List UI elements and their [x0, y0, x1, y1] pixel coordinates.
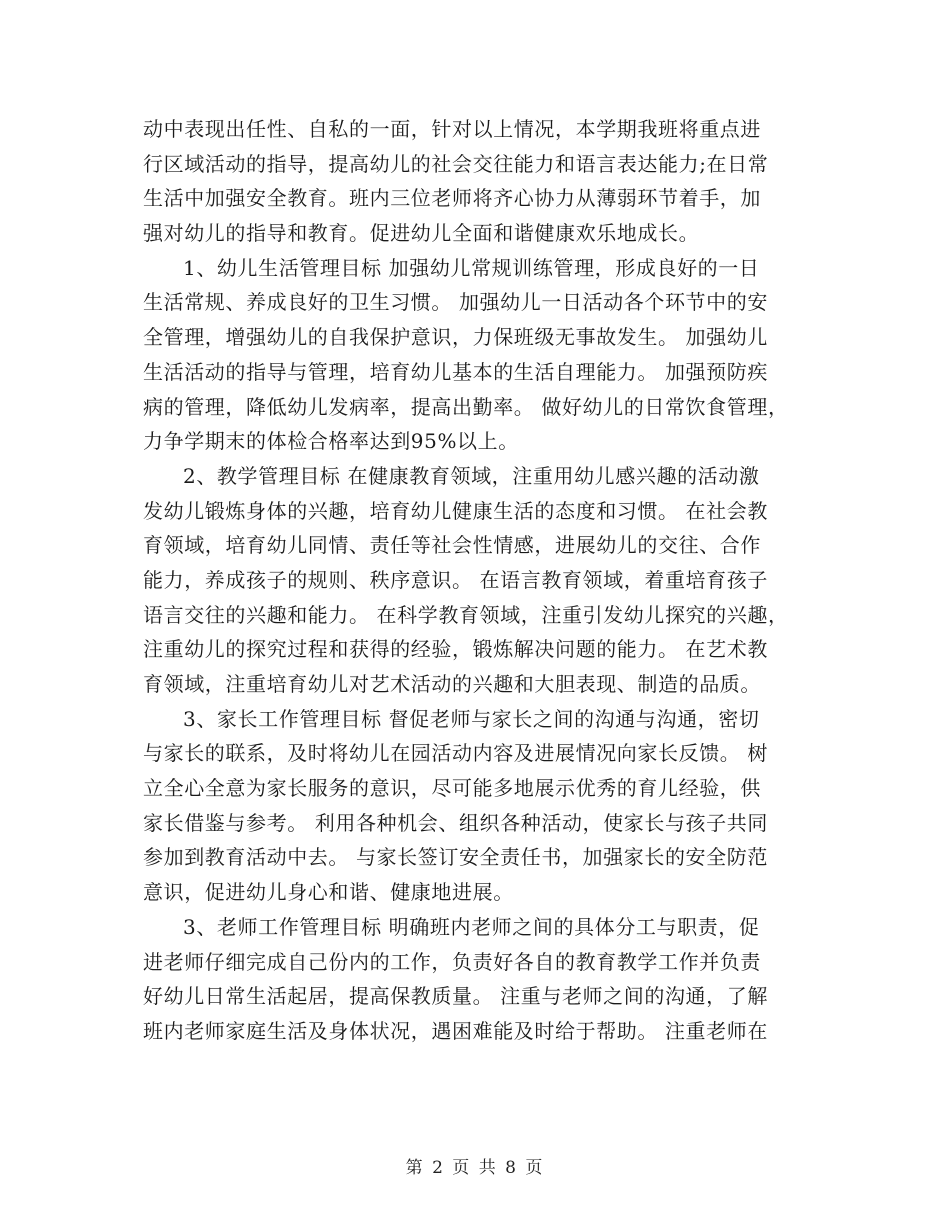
- text-line: 生活常规、养成良好的卫生习惯。 加强幼儿一日活动各个环节中的安: [143, 290, 768, 315]
- text-line: 病的管理，降低幼儿发病率，提高出勤率。 做好幼儿的日常饮食管理，: [143, 394, 789, 419]
- text-line: 全管理，增强幼儿的自我保护意识，力保班级无事故发生。 加强幼儿: [143, 325, 768, 350]
- text-line: 班内老师家庭生活及身体状况，遇困难能及时给于帮助。 注重老师在: [143, 1018, 768, 1043]
- text-line: 注重幼儿的探究过程和获得的经验，锻炼解决问题的能力。 在艺术教: [143, 637, 768, 662]
- text-line: 育领域，注重培育幼儿对艺术活动的兴趣和大胆表现、制造的品质。: [143, 672, 761, 696]
- text-line: 动中表现出任性、自私的一面，针对以上情况，本学期我班将重点进: [143, 117, 761, 141]
- text-line: 进老师仔细完成自己份内的工作，负责好各自的教育教学工作并负责: [143, 949, 761, 974]
- text-line: 参加到教育活动中去。 与家长签订安全责任书，加强家长的安全防范: [143, 845, 768, 870]
- text-line: 能力，养成孩子的规则、秩序意识。 在语言教育领域，着重培育孩子: [143, 567, 768, 592]
- section-heading-line: 3、家长工作管理目标 督促老师与家长之间的沟通与沟通，密切: [183, 706, 760, 731]
- section-heading-line: 2、教学管理目标 在健康教育领域，注重用幼儿感兴趣的活动激: [183, 463, 760, 488]
- text-line: 发幼儿锻炼身体的兴趣，培育幼儿健康生活的态度和习惯。 在社会教: [143, 498, 768, 523]
- text-line: 生活中加强安全教育。班内三位老师将齐心协力从薄弱环节着手，加: [143, 186, 761, 211]
- text-line: 意识，促进幼儿身心和谐、健康地进展。: [143, 880, 514, 905]
- text-line: 强对幼儿的指导和教育。促进幼儿全面和谐健康欢乐地成长。: [143, 221, 700, 246]
- section-heading-line: 1、幼儿生活管理目标 加强幼儿常规训练管理，形成良好的一日: [183, 255, 760, 280]
- text-line: 立全心全意为家长服务的意识，尽可能多地展示优秀的育儿经验，供: [143, 776, 761, 801]
- body-text: [143, 112, 815, 1049]
- text-line: 育领域，培育幼儿同情、责任等社会性情感，进展幼儿的交往、合作: [143, 533, 761, 558]
- text-line: 语言交往的兴趣和能力。 在科学教育领域，注重引发幼儿探究的兴趣，: [143, 602, 789, 627]
- section-heading-line: 3、老师工作管理目标 明确班内老师之间的具体分工与职责，促: [183, 914, 760, 939]
- text-line: 家长借鉴与参考。 利用各种机会、组织各种活动，使家长与孩子共同: [143, 810, 768, 835]
- text-line: 生活活动的指导与管理，培育幼儿基本的生活自理能力。 加强预防疾: [143, 359, 768, 384]
- text-line: 行区域活动的指导，提高幼儿的社会交往能力和语言表达能力;在日常: [143, 151, 769, 176]
- page-number-footer: 第 2 页 共 8 页: [405, 1158, 545, 1178]
- text-line: 与家长的联系，及时将幼儿在园活动内容及进展情况向家长反馈。 树: [143, 741, 768, 766]
- text-line: 力争学期末的体检合格率达到95%以上。: [143, 429, 519, 454]
- text-line: 好幼儿日常生活起居，提高保教质量。 注重与老师之间的沟通，了解: [143, 984, 768, 1009]
